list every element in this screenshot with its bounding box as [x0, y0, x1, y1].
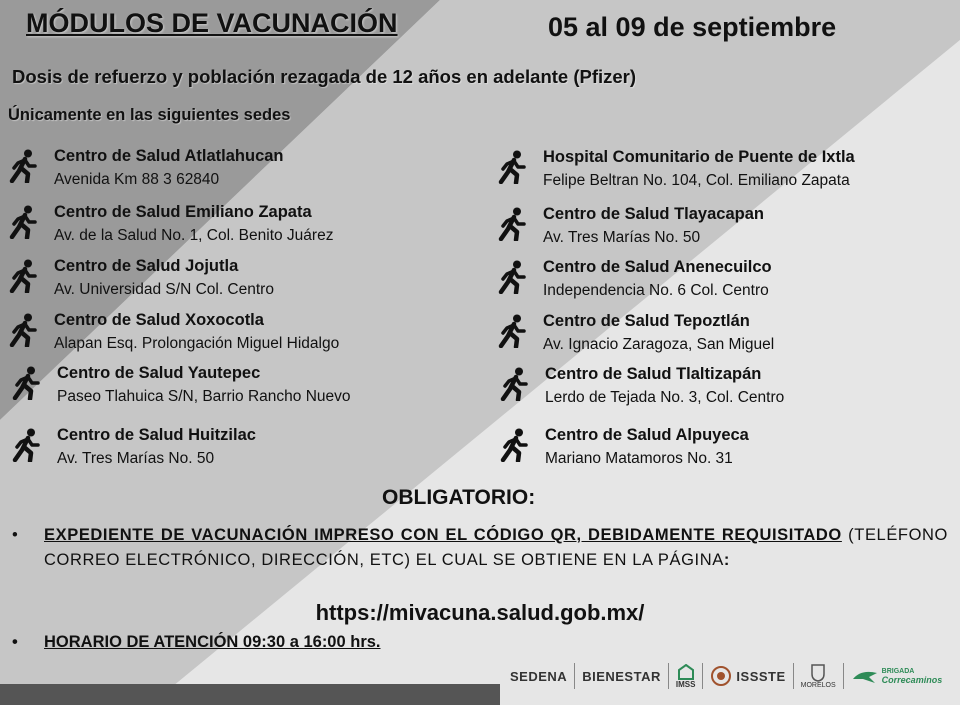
location-name: Centro de Salud Tlaltizapán — [545, 365, 762, 383]
correcaminos-bird-icon — [851, 667, 879, 685]
bullet: • — [12, 633, 18, 651]
bullet: • — [12, 526, 19, 544]
morelos-shield-icon — [810, 664, 826, 682]
subtitle: Dosis de refuerzo y población rezagada de 12 años en adelante (Pfizer) — [12, 66, 637, 87]
imss-icon — [677, 664, 695, 680]
location-name: Centro de Salud Xoxocotla — [54, 311, 264, 329]
schedule-item — [12, 633, 381, 652]
schedule-text: HORARIO DE ATENCIÓN 09:30 a 16:00 hrs. — [44, 633, 381, 651]
requirement-colon: : — [723, 551, 730, 569]
location-address: Av. Tres Marías No. 50 — [543, 229, 701, 246]
sedes-label: Únicamente en las siguientes sedes — [8, 106, 291, 124]
issste-icon — [710, 665, 732, 687]
morelos-text: MORELOS — [800, 681, 836, 689]
location-name: Centro de Salud Alpuyeca — [545, 426, 749, 444]
bienestar-logo — [582, 669, 661, 684]
walking-person-icon — [8, 205, 38, 239]
location-name: Hospital Comunitario de Puente de Ixtla — [543, 148, 855, 166]
location-address: Lerdo de Tejada No. 3, Col. Centro — [545, 389, 785, 406]
divider — [843, 663, 844, 689]
brigada-logo — [882, 668, 943, 685]
morelos-logo — [801, 664, 836, 689]
walking-person-icon — [11, 428, 41, 462]
brigada-text: BRIGADA — [881, 667, 915, 675]
divider — [668, 663, 669, 689]
location-address: Avenida Km 88 3 62840 — [54, 171, 220, 188]
location-name: Centro de Salud Emiliano Zapata — [54, 203, 312, 221]
requirement-rest: (TELÉFONO CORREO ELECTRÓNICO, DIRECCIÓN, ETC) EL CUAL SE OBTIENE EN LA PÁGINA — [44, 526, 948, 569]
requirement-bold: EXPEDIENTE DE VACUNACIÓN IMPRESO CON EL CÓDIGO QR, DEBIDAMENTE REQUISITADO — [44, 526, 842, 544]
walking-person-icon — [497, 150, 527, 184]
location-address: Felipe Beltran No. 104, Col. Emiliano Zapata — [543, 172, 850, 189]
location-name: Centro de Salud Tepoztlán — [543, 312, 750, 330]
sedena-text: SEDENA — [510, 668, 568, 684]
location-name: Centro de Salud Huitzilac — [57, 426, 256, 444]
location-address: Av. de la Salud No. 1, Col. Benito Juárez — [54, 227, 334, 244]
walking-person-icon — [11, 366, 41, 400]
location-address: Av. Ignacio Zaragoza, San Miguel — [543, 336, 775, 353]
location-address: Alapan Esq. Prolongación Miguel Hidalgo — [54, 335, 340, 352]
location-name: Centro de Salud Atlatlahucan — [54, 147, 284, 165]
location-name: Centro de Salud Yautepec — [57, 364, 261, 382]
walking-person-icon — [497, 207, 527, 241]
location-name: Centro de Salud Jojutla — [54, 257, 239, 275]
issste-logo — [736, 669, 785, 684]
location-address: Independencia No. 6 Col. Centro — [543, 282, 769, 299]
sedena-logo — [510, 669, 567, 684]
divider — [574, 663, 575, 689]
location-name: Centro de Salud Tlayacapan — [543, 205, 764, 223]
vaccine-url[interactable]: https://mivacuna.salud.gob.mx/ — [315, 600, 645, 625]
issste-text: ISSSTE — [736, 668, 786, 684]
walking-person-icon — [499, 428, 529, 462]
logo-bar — [510, 658, 960, 694]
walking-person-icon — [499, 367, 529, 401]
date-range: 05 al 09 de septiembre — [548, 12, 837, 42]
divider — [702, 663, 703, 689]
walking-person-icon — [8, 149, 38, 183]
imss-text: IMSS — [675, 679, 696, 689]
location-address: Av. Universidad S/N Col. Centro — [54, 281, 274, 298]
walking-person-icon — [8, 259, 38, 293]
walking-person-icon — [8, 313, 38, 347]
requirement-text — [44, 523, 948, 573]
walking-person-icon — [497, 314, 527, 348]
location-address: Mariano Matamoros No. 31 — [545, 450, 733, 467]
obligatorio-heading: OBLIGATORIO: — [382, 486, 536, 509]
location-name: Centro de Salud Anenecuilco — [543, 258, 772, 276]
correcaminos-text: Correcaminos — [881, 674, 943, 685]
page-title: MÓDULOS DE VACUNACIÓN — [26, 8, 398, 38]
walking-person-icon — [497, 260, 527, 294]
location-address: Av. Tres Marías No. 50 — [57, 450, 215, 467]
divider — [793, 663, 794, 689]
location-address: Paseo Tlahuica S/N, Barrio Rancho Nuevo — [57, 388, 351, 405]
bottom-band — [0, 684, 500, 705]
bienestar-text: BIENESTAR — [582, 668, 661, 684]
imss-logo — [676, 664, 696, 689]
